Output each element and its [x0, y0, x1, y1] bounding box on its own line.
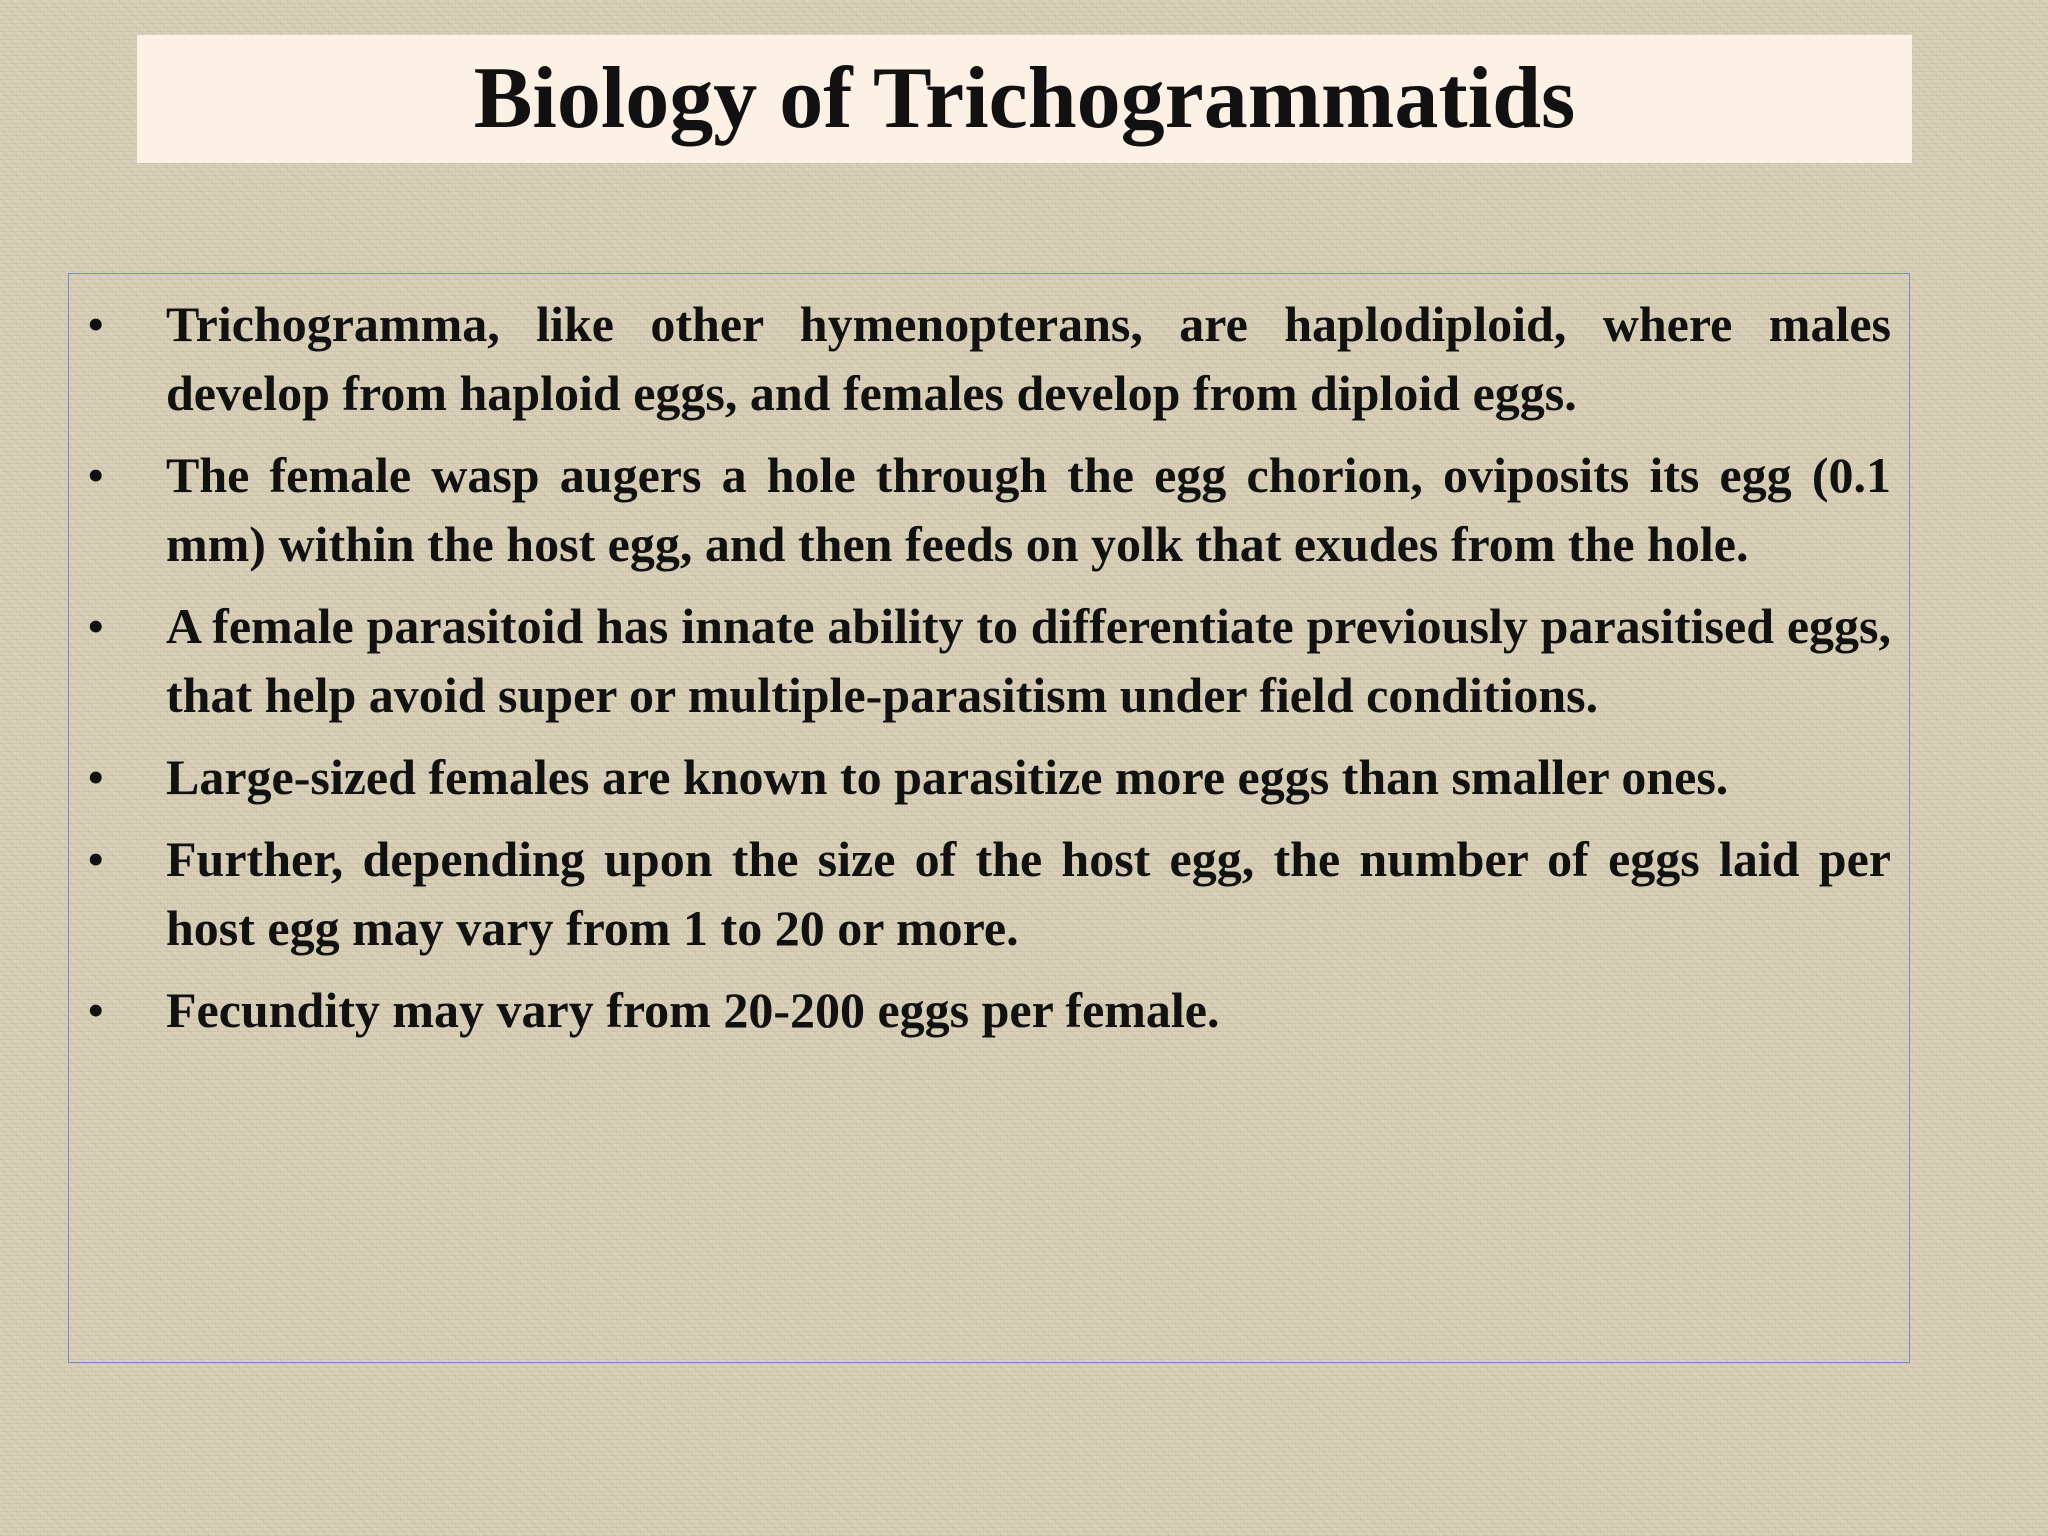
bullet-icon: • [87, 598, 105, 654]
bullet-icon: • [87, 982, 105, 1038]
list-item [87, 592, 1891, 730]
list-item [87, 441, 1891, 579]
list-item [87, 976, 1891, 1045]
list-item [87, 290, 1891, 428]
bullet-icon: • [87, 831, 105, 887]
bullet-text: A female parasitoid has innate ability to differentiate previously parasitised eggs, that help avoid super or multiple-parasitism under field conditions. [166, 598, 1891, 723]
bullet-icon: • [87, 447, 105, 503]
list-item [87, 825, 1891, 963]
slide-title: Biology of Trichogrammatids [473, 50, 1576, 147]
bullet-text: The female wasp augers a hole through the egg chorion, oviposits its egg (0.1 mm) within the host egg, and then feeds on yolk that exudes from the hole. [166, 447, 1891, 572]
bullet-icon: • [87, 749, 105, 805]
bullet-icon: • [87, 296, 105, 352]
title-banner [137, 35, 1912, 163]
list-item [87, 743, 1891, 812]
bullet-text: Large-sized females are known to parasitize more eggs than smaller ones. [166, 749, 1729, 805]
bullet-text: Trichogramma, like other hymenopterans, are haplodiploid, where males develop from haploid eggs, and females develop from diploid eggs. [166, 296, 1891, 421]
bullet-text: Further, depending upon the size of the host egg, the number of eggs laid per host egg may vary from 1 to 20 or more. [166, 831, 1891, 956]
bullet-list [87, 290, 1891, 1058]
bullet-text: Fecundity may vary from 20-200 eggs per female. [166, 982, 1220, 1038]
content-box [68, 273, 1910, 1363]
